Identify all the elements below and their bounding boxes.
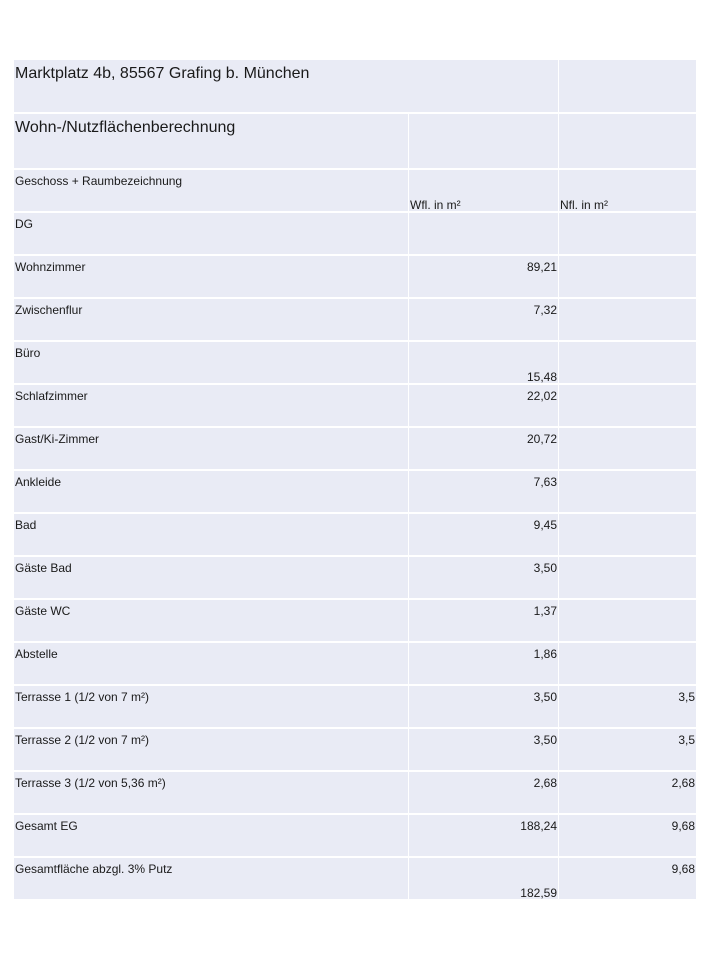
nfl-value: [558, 471, 696, 512]
nfl-value: [558, 213, 696, 254]
table-row: [14, 815, 696, 858]
address-text: Marktplatz 4b, 85567 Grafing b. München: [15, 65, 310, 82]
title-empty-cell-wfl: [408, 114, 558, 168]
room-name: Terrasse 1 (1/2 von 7 m²): [15, 690, 150, 704]
table-row: [14, 213, 696, 256]
table-row: [14, 557, 696, 600]
wfl-value: 1,37: [408, 600, 558, 641]
nfl-value: [558, 428, 696, 469]
table-row: [14, 385, 696, 428]
table-row: [14, 772, 696, 815]
wfl-value: 7,32: [408, 299, 558, 340]
wfl-value: 3,50: [408, 686, 558, 727]
nfl-value: 3,5: [558, 729, 696, 770]
table-row: [14, 600, 696, 643]
room-name: Gäste Bad: [15, 561, 72, 575]
room-name: Gäste WC: [15, 604, 71, 618]
wfl-value: [408, 213, 558, 254]
wfl-value: 3,50: [408, 557, 558, 598]
nfl-value: [558, 643, 696, 684]
room-name: Wohnzimmer: [15, 260, 86, 274]
wfl-value: 182,59: [408, 858, 558, 899]
area-calculation-table: [14, 60, 696, 901]
wfl-value: 2,68: [408, 772, 558, 813]
wfl-value: 7,63: [408, 471, 558, 512]
wfl-value: 3,50: [408, 729, 558, 770]
room-name: Zwischenflur: [15, 303, 83, 317]
title-empty-cell-nfl: [558, 114, 696, 168]
room-name: Abstelle: [15, 647, 58, 661]
address-empty-cell: [558, 60, 696, 112]
nfl-value: [558, 385, 696, 426]
nfl-value: [558, 299, 696, 340]
table-row: [14, 514, 696, 557]
table-row: [14, 858, 696, 901]
wfl-value: 1,86: [408, 643, 558, 684]
table-row: [14, 643, 696, 686]
title-row: [14, 114, 696, 170]
wfl-value: 9,45: [408, 514, 558, 555]
nfl-value: [558, 557, 696, 598]
room-name: Gesamtfläche abzgl. 3% Putz: [15, 862, 173, 876]
wfl-value: 188,24: [408, 815, 558, 856]
wfl-value: 89,21: [408, 256, 558, 297]
nfl-value: 2,68: [558, 772, 696, 813]
table-row: [14, 729, 696, 772]
wfl-value: 15,48: [408, 342, 558, 383]
nfl-value: [558, 256, 696, 297]
room-name: Gast/Ki-Zimmer: [15, 432, 99, 446]
table-row: [14, 686, 696, 729]
wfl-value: 22,02: [408, 385, 558, 426]
nfl-value: [558, 342, 696, 383]
room-name: Terrasse 2 (1/2 von 7 m²): [15, 733, 150, 747]
room-name: Ankleide: [15, 475, 62, 489]
column-header-room: Geschoss + Raumbezeichnung: [15, 174, 183, 188]
document-title: Wohn-/Nutzflächenberechnung: [15, 119, 236, 136]
column-header-wfl: Wfl. in m²: [408, 170, 558, 211]
address-row: [14, 60, 696, 114]
wfl-value: 20,72: [408, 428, 558, 469]
nfl-value: 9,68: [558, 815, 696, 856]
table-row: [14, 299, 696, 342]
table-row: [14, 471, 696, 514]
room-name: Schlafzimmer: [15, 389, 88, 403]
nfl-value: [558, 514, 696, 555]
column-header-nfl: Nfl. in m²: [558, 170, 696, 211]
nfl-value: 3,5: [558, 686, 696, 727]
table-row: [14, 342, 696, 385]
table-row: [14, 256, 696, 299]
column-header-row: [14, 170, 696, 213]
room-name: Terrasse 3 (1/2 von 5,36 m²): [15, 776, 166, 790]
room-name: DG: [15, 217, 33, 231]
room-name: Bad: [15, 518, 37, 532]
nfl-value: 9,68: [558, 858, 696, 899]
room-name: Büro: [15, 346, 41, 360]
table-row: [14, 428, 696, 471]
room-name: Gesamt EG: [15, 819, 78, 833]
nfl-value: [558, 600, 696, 641]
